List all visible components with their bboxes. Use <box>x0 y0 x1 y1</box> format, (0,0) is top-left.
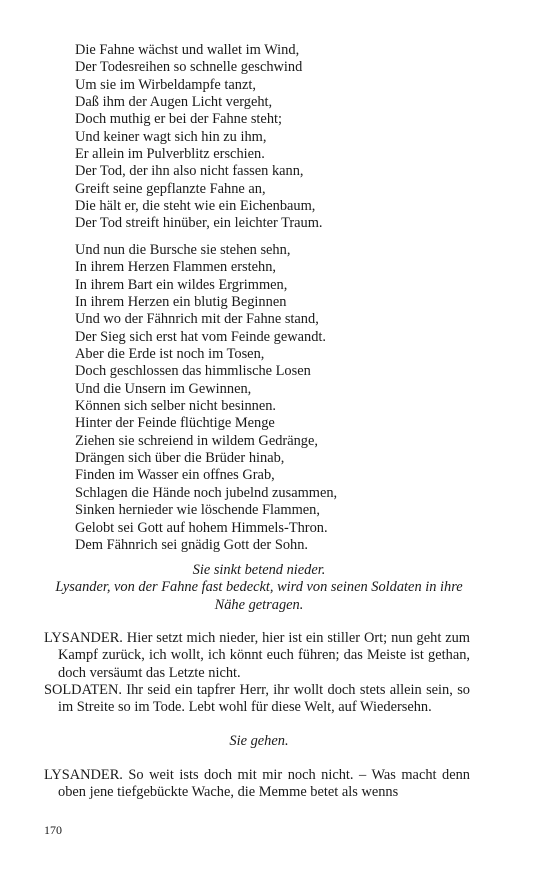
verse-line: Der Sieg sich erst hat vom Feinde gewandt. <box>75 328 326 345</box>
verse-line: Die hält er, die steht wie ein Eichenbaum, <box>75 198 316 215</box>
verse-line: Sinken hernieder wie löschende Flammen, <box>75 502 320 519</box>
verse-stanza-1 <box>75 42 515 233</box>
verse-stanza-2 <box>75 242 515 554</box>
stage-direction-line: Lysander, von der Fahne fast bedeckt, wird von seinen Soldaten in ihre Nähe getragen. <box>55 579 463 613</box>
verse-line: Können sich selber nicht besinnen. <box>75 398 277 415</box>
verse-line: Greift seine gepflanzte Fahne an, <box>75 180 266 197</box>
stage-direction-1 <box>44 562 474 614</box>
verse-line: Doch muthig er bei der Fahne steht; <box>75 111 283 128</box>
speech-lysander-2: LYSANDER. So weit ists doch mit mir noch nicht. – Was macht denn oben jene tiefgebückte Wache, die Memme betet als wenns <box>44 767 470 801</box>
verse-line: Und keiner wagt sich hin zu ihm, <box>75 128 267 145</box>
verse-line: Schlagen die Hände noch jubelnd zusammen, <box>75 484 338 501</box>
verse-line: In ihrem Herzen Flammen erstehn, <box>75 259 276 276</box>
verse-line: In ihrem Bart ein wildes Ergrimmen, <box>75 276 288 293</box>
verse-line: Doch geschlossen das himmlische Losen <box>75 363 311 380</box>
verse-line: In ihrem Herzen ein blutig Beginnen <box>75 294 287 311</box>
stage-direction-line: Sie sinkt betend nieder. <box>192 562 326 578</box>
verse-line: Finden im Wasser ein offnes Grab, <box>75 467 275 484</box>
verse-line: Der Tod streift hinüber, ein leichter Traum. <box>75 215 323 232</box>
verse-line: Er allein im Pulverblitz erschien. <box>75 146 265 163</box>
verse-line: Der Tod, der ihn also nicht fassen kann, <box>75 163 304 180</box>
verse-line: Aber die Erde ist noch im Tosen, <box>75 346 265 363</box>
verse-line: Die Fahne wächst und wallet im Wind, <box>75 42 300 58</box>
speech-soldaten: SOLDATEN. Ihr seid ein tapfrer Herr, ihr wollt doch stets allein sein, so im Streite so im Tode. Lebt wohl für diese Welt, auf Wiedersehn. <box>44 682 470 716</box>
page-number: 170 <box>44 823 62 837</box>
speech-lysander-1: LYSANDER. Hier setzt mich nieder, hier ist ein stiller Ort; nun geht zum Kampf zurück, ich wollt, ich könnt euch führen; das Meiste ist gethan, doch versäumt das Letzte nicht. <box>44 630 470 681</box>
verse-line: Und wo der Fähnrich mit der Fahne stand, <box>75 311 319 328</box>
verse-line: Drängen sich über die Brüder hinab, <box>75 450 285 467</box>
verse-line: Ziehen sie schreiend in wildem Gedränge, <box>75 432 318 449</box>
verse-line: Und nun die Bursche sie stehen sehn, <box>75 242 291 258</box>
verse-line: Gelobt sei Gott auf hohem Himmels-Thron. <box>75 519 328 536</box>
verse-line: Um sie im Wirbeldampfe tanzt, <box>75 76 256 93</box>
verse-line: Und die Unsern im Gewinnen, <box>75 380 252 397</box>
verse-line: Daß ihm der Augen Licht vergeht, <box>75 94 273 111</box>
verse-line: Hinter der Feinde flüchtige Menge <box>75 415 275 432</box>
verse-line: Dem Fähnrich sei gnädig Gott der Sohn. <box>75 536 309 553</box>
verse-line: Der Todesreihen so schnelle geschwind <box>75 59 303 76</box>
stage-direction-2: Sie gehen. <box>229 733 289 749</box>
